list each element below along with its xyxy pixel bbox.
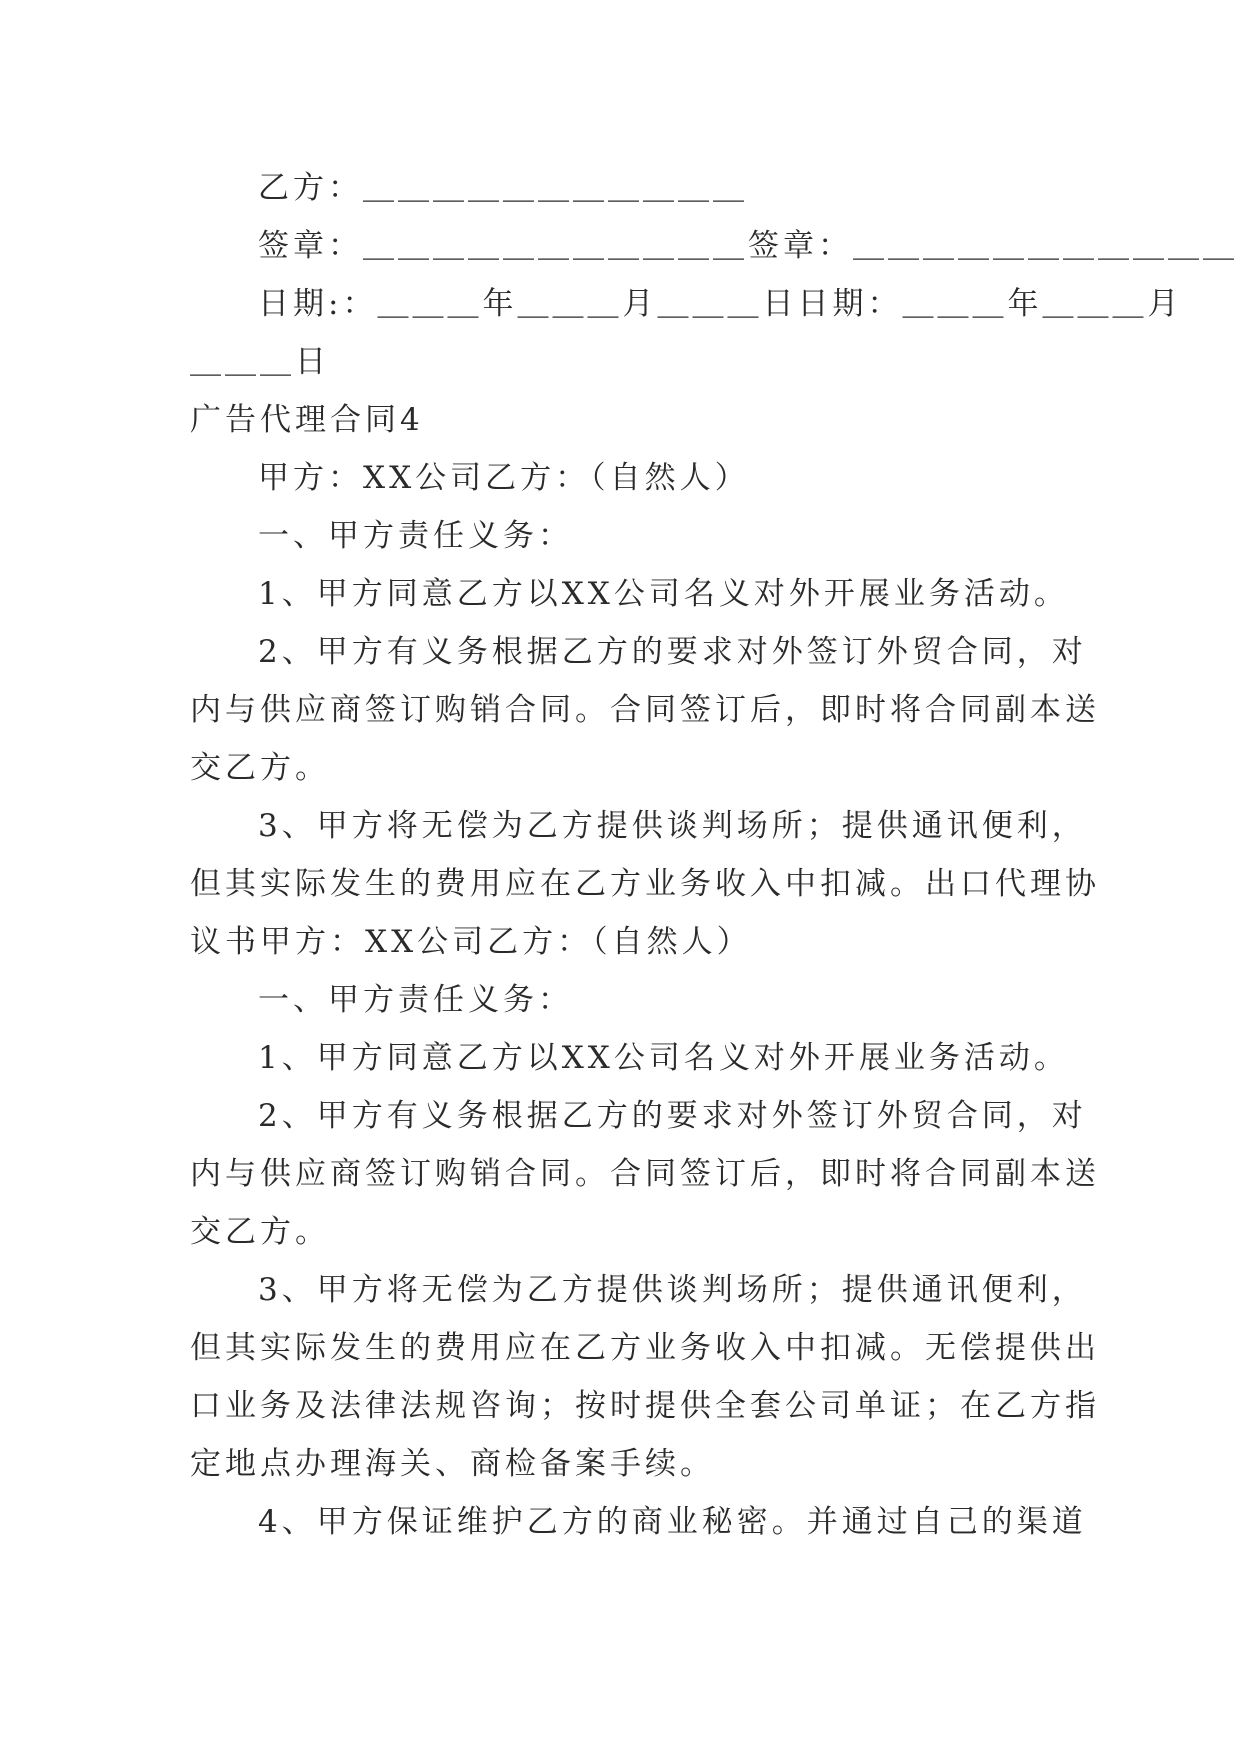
parties-line: 甲方：XX公司乙方：（自然人） — [258, 460, 750, 496]
seal-line: 签章：＿＿＿＿＿＿＿＿＿＿＿签章：＿＿＿＿＿＿＿＿＿＿＿ — [258, 228, 1238, 264]
clause-2-line-1: 2、甲方有义务根据乙方的要求对外签订外贸合同，对 — [258, 634, 1087, 670]
date-line-continuation: ＿＿＿日 — [190, 344, 330, 380]
clause-3-repeat-line-1: 3、甲方将无偿为乙方提供谈判场所；提供通讯便利， — [258, 1272, 1087, 1308]
clause-2-repeat-line-3: 交乙方。 — [190, 1214, 330, 1250]
clause-2-repeat-line-2: 内与供应商签订购销合同。合同签订后，即时将合同副本送 — [190, 1156, 1100, 1192]
date-line: 日期:：＿＿＿年＿＿＿月＿＿＿日日期：＿＿＿年＿＿＿月 — [258, 286, 1183, 322]
clause-3-line-2: 但其实际发生的费用应在乙方业务收入中扣减。出口代理协 — [190, 866, 1100, 902]
clause-3-line-1: 3、甲方将无偿为乙方提供谈判场所；提供通讯便利， — [258, 808, 1087, 844]
section-heading: 一、甲方责任义务： — [258, 518, 573, 554]
clause-2-line-3: 交乙方。 — [190, 750, 330, 786]
clause-2-repeat-line-1: 2、甲方有义务根据乙方的要求对外签订外贸合同，对 — [258, 1098, 1087, 1134]
clause-3-repeat-line-4: 定地点办理海关、商检备案手续。 — [190, 1446, 715, 1482]
clause-3-repeat-line-2: 但其实际发生的费用应在乙方业务收入中扣减。无偿提供出 — [190, 1330, 1100, 1366]
clause-3-repeat-line-3: 口业务及法律法规咨询；按时提供全套公司单证；在乙方指 — [190, 1388, 1100, 1424]
contract-title: 广告代理合同4 — [190, 402, 424, 438]
clause-4-line-1: 4、甲方保证维护乙方的商业秘密。并通过自己的渠道 — [258, 1504, 1087, 1540]
clause-2-line-2: 内与供应商签订购销合同。合同签订后，即时将合同副本送 — [190, 692, 1100, 728]
party-b-signature-line: 乙方：＿＿＿＿＿＿＿＿＿＿＿ — [258, 170, 748, 206]
clause-1: 1、甲方同意乙方以XX公司名义对外开展业务活动。 — [258, 576, 1069, 612]
clause-1-repeat: 1、甲方同意乙方以XX公司名义对外开展业务活动。 — [258, 1040, 1069, 1076]
clause-3-line-3: 议书甲方：XX公司乙方：（自然人） — [190, 924, 752, 960]
section-heading-2: 一、甲方责任义务： — [258, 982, 573, 1018]
